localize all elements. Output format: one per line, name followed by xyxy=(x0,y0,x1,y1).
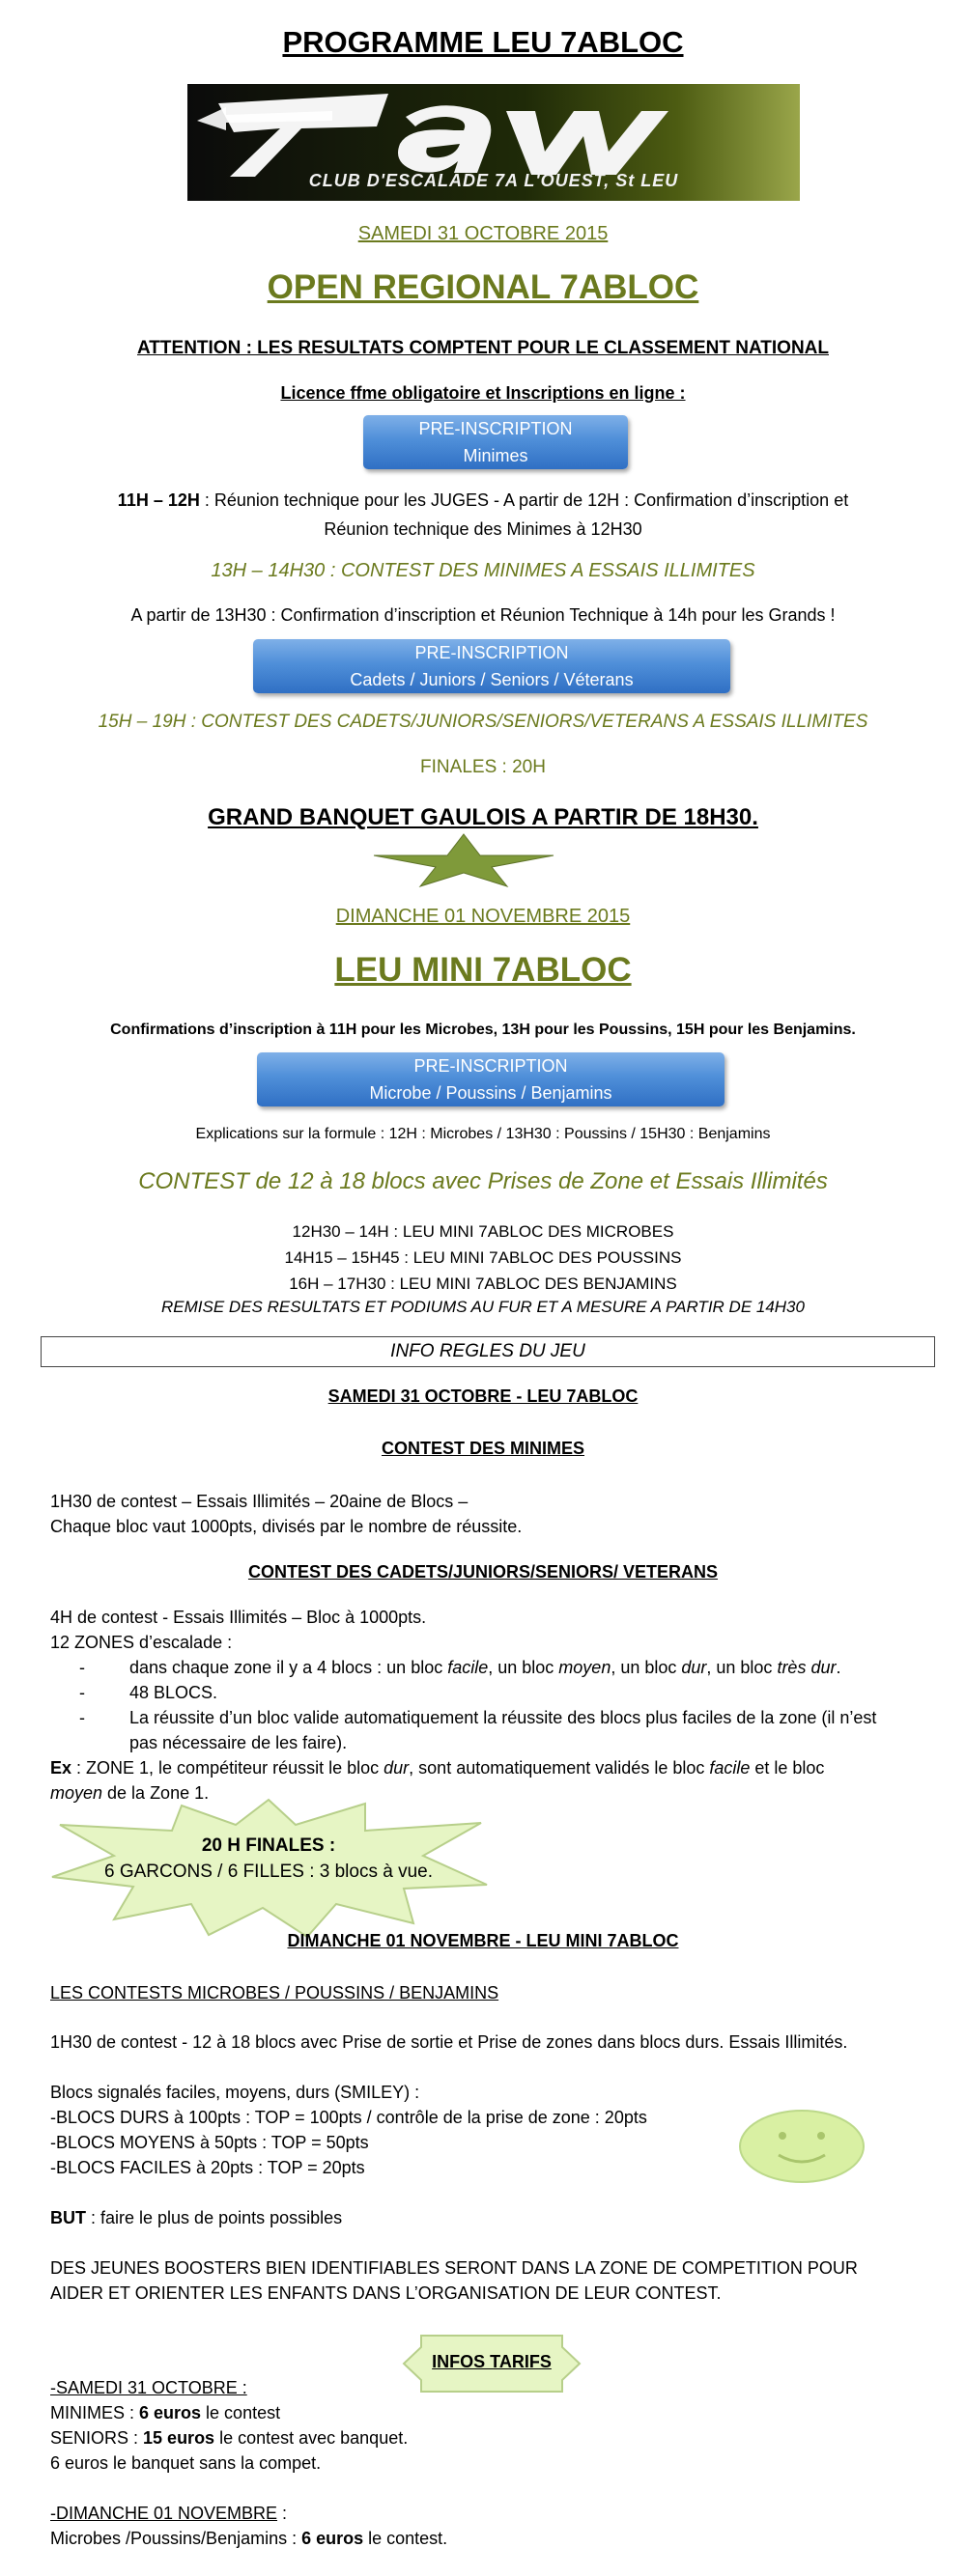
jeunes-rule-line1: 1H30 de contest - 12 à 18 blocs avec Prise de sortie et Prise de zones dans blocs durs. Essais Illimités. xyxy=(50,2032,848,2052)
slot-poussins: 14H15 – 15H45 : LEU MINI 7ABLOC DES POUSSINS xyxy=(284,1248,682,1267)
logo-subtitle: CLUB D'ESCALADE 7A L'OUEST, St LEU xyxy=(308,171,679,190)
minimes-rule-line2: Chaque bloc vaut 1000pts, divisés par le nombre de réussite. xyxy=(50,1517,523,1536)
day1-date: SAMEDI 31 OCTOBRE 2015 xyxy=(357,223,609,244)
pre-inscription-grands-button[interactable] xyxy=(253,639,730,693)
tarifs-list xyxy=(50,2375,920,2551)
minimes-rule-line1: 1H30 de contest – Essais Illimités – 20aine de Blocs – xyxy=(50,1492,469,1511)
confirmations-jeunes: Confirmations d’inscription à 11H pour les Microbes, 13H pour les Poussins, 15H pour les Benjamins. xyxy=(110,1022,856,1038)
contest-jeunes-title: CONTEST de 12 à 18 blocs avec Prises de Zone et Essais Illimités xyxy=(138,1168,828,1194)
finales-info xyxy=(46,1833,491,1885)
slot-microbes: 12H30 – 14H : LEU MINI 7ABLOC DES MICROBES xyxy=(292,1222,674,1241)
pre-inscription-minimes-button[interactable] xyxy=(363,415,628,469)
grands-bullets xyxy=(50,1655,920,1755)
boosters-line1: DES JEUNES BOOSTERS BIEN IDENTIFIABLES SERONT DANS LA ZONE DE COMPETITION POUR xyxy=(50,2258,858,2278)
bullet-reussite: - La réussite d’un bloc valide automatiquement la réussite des blocs plus faciles de la zone (il n’est pas nécessaire de les faire). xyxy=(79,1708,877,1752)
attention-notice: ATTENTION : LES RESULTATS COMPTENT POUR LE CLASSEMENT NATIONAL xyxy=(137,338,829,358)
confirmation-grands: A partir de 13H30 : Confirmation d’inscription et Réunion Technique à 14h pour les Grands ! xyxy=(130,605,836,625)
page-title: PROGRAMME LEU 7ABLOC xyxy=(282,25,684,59)
button-line1: PRE-INSCRIPTION xyxy=(413,1056,568,1076)
button-line2: Microbe / Poussins / Benjamins xyxy=(369,1083,612,1103)
tarifs-title: INFOS TARIFS xyxy=(432,2352,552,2371)
button-line2: Minimes xyxy=(463,446,528,465)
banquet-notice: GRAND BANQUET GAULOIS A PARTIR DE 18H30. xyxy=(208,804,758,830)
blocs-moyens: -BLOCS MOYENS à 50pts : TOP = 50pts xyxy=(50,2133,369,2152)
licence-notice: Licence ffme obligatoire et Inscriptions en ligne : xyxy=(280,383,686,403)
blocs-faciles: -BLOCS FACILES à 20pts : TOP = 20pts xyxy=(50,2158,365,2177)
jeunes-heading: LES CONTESTS MICROBES / POUSSINS / BENJAMINS xyxy=(50,1983,499,2002)
tarif-jeunes: Microbes /Poussins/Benjamins : 6 euros le contest. xyxy=(50,2529,448,2548)
example-text: Ex : ZONE 1, le compétiteur réussit le bloc dur, sont automatiquement validés le bloc facile et le bloc moyen de la Zone 1. xyxy=(50,1758,825,1803)
tarifs-saturday-heading: -SAMEDI 31 OCTOBRE : xyxy=(50,2378,247,2397)
star-divider-icon xyxy=(372,832,555,888)
jeunes-slots xyxy=(0,1218,966,1297)
finales-detail: 6 GARCONS / 6 FILLES : 3 blocs à vue. xyxy=(103,1862,434,1882)
button-line1: PRE-INSCRIPTION xyxy=(418,419,573,438)
day2-date: DIMANCHE 01 NOVEMBRE 2015 xyxy=(335,906,631,927)
boosters-text xyxy=(50,2255,958,2306)
tarif-minimes: MINIMES : 6 euros le contest xyxy=(50,2403,281,2422)
button-line1: PRE-INSCRIPTION xyxy=(414,643,569,662)
schedule-time: 11H – 12H xyxy=(117,490,200,510)
tarif-seniors: SENIORS : 15 euros le contest avec banquet. xyxy=(50,2428,409,2448)
contest-grands-time: 15H – 19H : CONTEST DES CADETS/JUNIORS/SENIORS/VETERANS A ESSAIS ILLIMITES xyxy=(98,712,868,732)
slot-benjamins: 16H – 17H30 : LEU MINI 7ABLOC DES BENJAMINS xyxy=(289,1274,677,1293)
grands-heading: CONTEST DES CADETS/JUNIORS/SENIORS/ VETERANS xyxy=(247,1562,719,1582)
boosters-line2: AIDER ET ORIENTER LES ENFANTS DANS L’ORGANISATION DE LEUR CONTEST. xyxy=(50,2283,722,2303)
remise-resultats: REMISE DES RESULTATS ET PODIUMS AU FUR ET A MESURE A PARTIR DE 14H30 xyxy=(161,1298,805,1316)
bullet-zones: - dans chaque zone il y a 4 blocs : un bloc facile, un bloc moyen, un bloc dur, un bloc très dur. xyxy=(79,1658,841,1677)
schedule-text-line2: Réunion technique des Minimes à 12H30 xyxy=(324,519,642,539)
blocs-intro: Blocs signalés faciles, moyens, durs (SMILEY) : xyxy=(50,2083,420,2102)
grands-rule-line2: 12 ZONES d’escalade : xyxy=(50,1633,233,1652)
explications-formule: Explications sur la formule : 12H : Microbes / 13H30 : Poussins / 15H30 : Benjamins xyxy=(195,1126,771,1142)
grands-rule-line1: 4H de contest - Essais Illimités – Bloc à 1000pts. xyxy=(50,1608,427,1627)
smiley-icon xyxy=(736,2107,867,2186)
finales-time: FINALES : 20H xyxy=(420,757,546,777)
blocs-durs: -BLOCS DURS à 100pts : TOP = 100pts / contrôle de la prise de zone : 20pts xyxy=(50,2108,647,2127)
but-line: BUT : faire le plus de points possibles xyxy=(50,2208,343,2227)
tarifs-sunday-heading: -DIMANCHE 01 NOVEMBRE : xyxy=(50,2504,288,2523)
pre-inscription-jeunes-button[interactable] xyxy=(257,1052,724,1106)
contest-minimes-time: 13H – 14H30 : CONTEST DES MINIMES A ESSAIS ILLIMITES xyxy=(211,560,755,581)
day1-event-title: OPEN REGIONAL 7ABLOC xyxy=(267,268,699,306)
grands-rules xyxy=(50,1605,920,1655)
schedule-text: : Réunion technique pour les JUGES - A partir de 12H : Confirmation d’inscription et xyxy=(199,490,849,510)
finales-title: 20 H FINALES : xyxy=(201,1835,336,1856)
button-line2: Cadets / Juniors / Seniors / Véterans xyxy=(350,670,634,689)
club-logo xyxy=(187,84,800,201)
minimes-heading: CONTEST DES MINIMES xyxy=(381,1439,584,1458)
minimes-rules xyxy=(50,1489,522,1539)
tarif-banquet: 6 euros le banquet sans la compet. xyxy=(50,2453,322,2473)
schedule-juges xyxy=(0,486,966,544)
blocs-points xyxy=(50,2080,804,2180)
rules-box: INFO REGLES DU JEU xyxy=(41,1336,935,1367)
rules-sunday-heading: DIMANCHE 01 NOVEMBRE - LEU MINI 7ABLOC xyxy=(287,1931,679,1950)
day2-event-title: LEU MINI 7ABLOC xyxy=(334,951,632,989)
rules-saturday-heading: SAMEDI 31 OCTOBRE - LEU 7ABLOC xyxy=(327,1386,639,1406)
bullet-48-blocs: - 48 BLOCS. xyxy=(79,1683,218,1702)
